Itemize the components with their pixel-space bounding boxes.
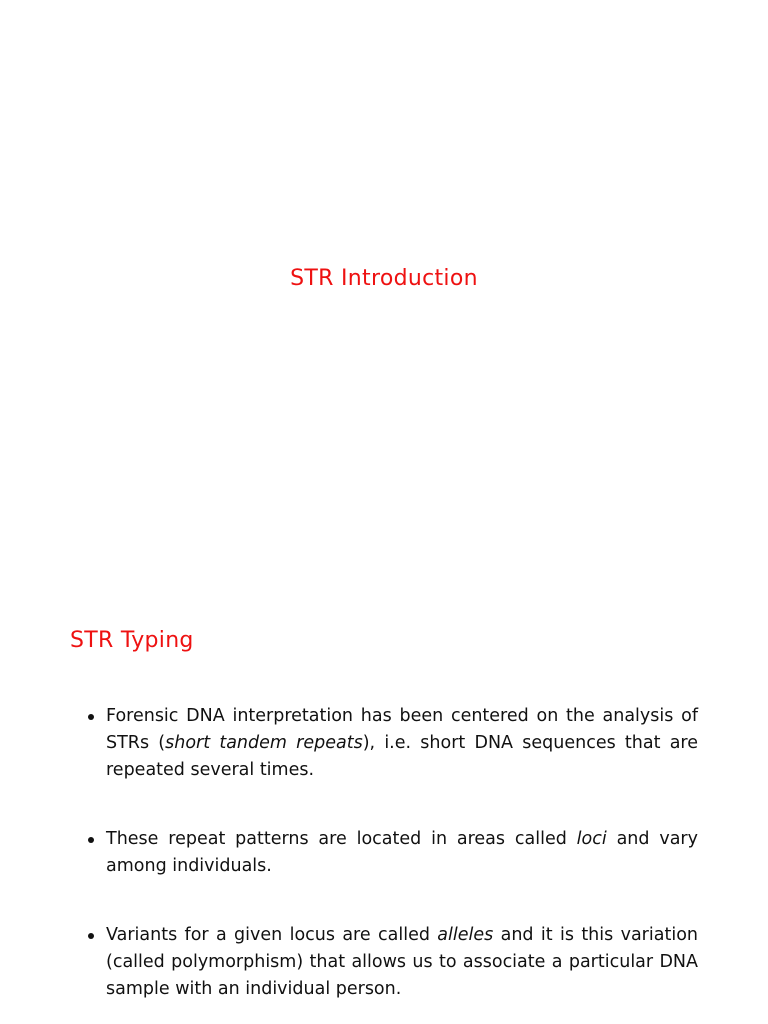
bullet-text: and vary among individuals. xyxy=(106,829,698,876)
page-title: STR Introduction xyxy=(290,266,478,291)
section-heading: STR Typing xyxy=(70,628,194,653)
bullet-icon xyxy=(88,837,94,843)
bullet-emphasis: short tandem repeats xyxy=(165,733,363,753)
bullet-text: and it is this variation (called polymorphism) that allows us to associate a particular DNA sample with an individual person. xyxy=(106,925,698,999)
bullet-item xyxy=(86,703,698,784)
bullet-icon xyxy=(88,933,94,939)
bullet-text: Variants for a given locus are called xyxy=(106,925,438,945)
bullet-item xyxy=(86,922,698,1003)
bullet-text: These repeat patterns are located in areas called xyxy=(106,829,577,849)
bullet-list xyxy=(86,703,698,1003)
bullet-icon xyxy=(88,714,94,720)
bullet-item xyxy=(86,826,698,880)
bullet-text: Forensic DNA interpretation has been centered on the analysis of STRs ( xyxy=(106,706,698,753)
bullet-text: ), i.e. short DNA sequences that are repeated several times. xyxy=(106,733,698,780)
bullet-emphasis: loci xyxy=(576,829,607,849)
bullet-emphasis: alleles xyxy=(437,925,494,945)
